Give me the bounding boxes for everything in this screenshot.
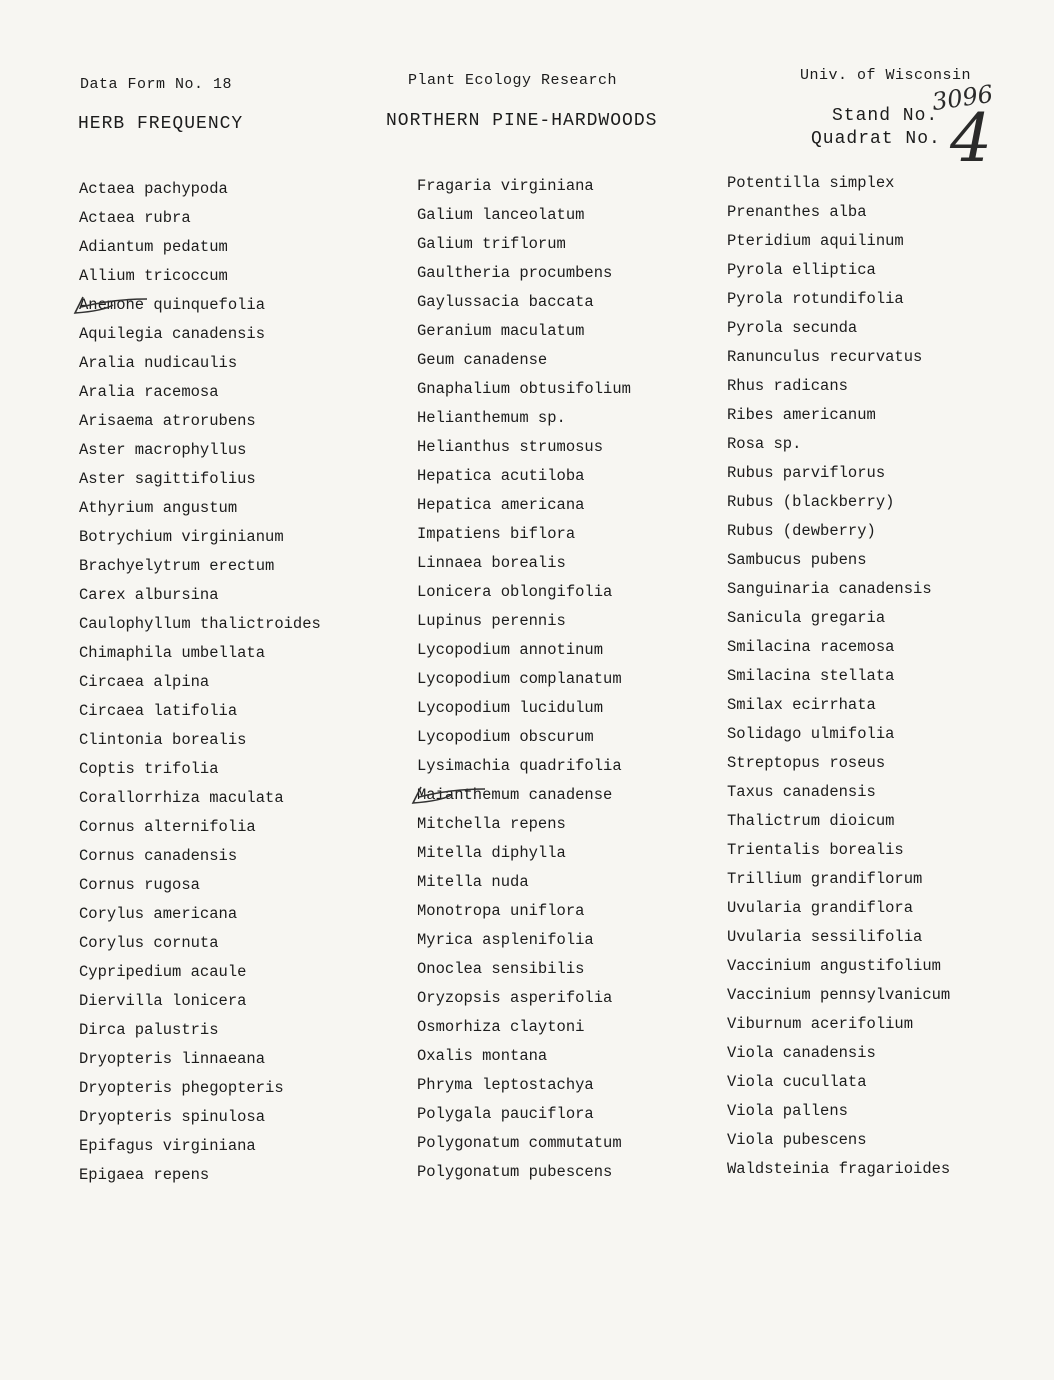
species-name: Impatiens biflora	[417, 525, 576, 543]
species-item	[727, 633, 950, 662]
species-name: Lysimachia quadrifolia	[417, 757, 622, 775]
species-item	[727, 604, 950, 633]
species-name: Anemone quinquefolia	[79, 296, 266, 314]
species-item	[727, 1126, 950, 1155]
species-item	[727, 1039, 950, 1068]
species-name: Cornus rugosa	[79, 876, 200, 894]
species-name: Phryma leptostachya	[417, 1076, 594, 1094]
species-item	[417, 491, 631, 520]
species-name: Epigaea repens	[79, 1166, 210, 1184]
species-name: Viola cucullata	[727, 1073, 867, 1091]
species-item	[727, 546, 950, 575]
species-item	[79, 726, 321, 755]
species-item	[727, 1097, 950, 1126]
species-name: Brachyelytrum erectum	[79, 557, 275, 575]
species-name: Helianthemum sp.	[417, 409, 566, 427]
species-name: Polygala pauciflora	[417, 1105, 594, 1123]
species-name: Rubus (blackberry)	[727, 493, 895, 511]
species-name: Trientalis borealis	[727, 841, 904, 859]
species-item	[79, 523, 321, 552]
species-name: Rubus parviflorus	[727, 464, 886, 482]
species-name: Rhus radicans	[727, 377, 848, 395]
species-name: Prenanthes alba	[727, 203, 867, 221]
species-item	[417, 462, 631, 491]
species-item	[727, 227, 950, 256]
species-name: Adiantum pedatum	[79, 238, 228, 256]
species-item	[417, 230, 631, 259]
species-item	[727, 778, 950, 807]
species-item	[727, 372, 950, 401]
species-name: Aster macrophyllus	[79, 441, 247, 459]
species-name: Thalictrum dioicum	[727, 812, 895, 830]
species-item	[79, 465, 321, 494]
species-name: Viola canadensis	[727, 1044, 876, 1062]
species-item	[727, 1155, 950, 1184]
species-name: Viola pubescens	[727, 1131, 867, 1149]
species-item	[417, 955, 631, 984]
species-item	[417, 1129, 631, 1158]
species-item	[79, 639, 321, 668]
species-name: Geranium maculatum	[417, 322, 585, 340]
species-name: Oxalis montana	[417, 1047, 548, 1065]
species-column-3	[727, 169, 950, 1184]
species-item	[79, 233, 321, 262]
species-item	[417, 259, 631, 288]
species-item	[79, 1103, 321, 1132]
species-name: Aster sagittifolius	[79, 470, 256, 488]
species-name: Galium lanceolatum	[417, 206, 585, 224]
species-name: Sambucus pubens	[727, 551, 867, 569]
species-name: Lonicera oblongifolia	[417, 583, 613, 601]
species-item	[79, 175, 321, 204]
species-item	[727, 517, 950, 546]
species-item	[79, 697, 321, 726]
species-item	[79, 262, 321, 291]
species-name: Hepatica americana	[417, 496, 585, 514]
species-item	[417, 781, 631, 810]
species-item	[79, 349, 321, 378]
species-item	[79, 987, 321, 1016]
species-item	[727, 1068, 950, 1097]
species-item	[417, 1100, 631, 1129]
species-name: Clintonia borealis	[79, 731, 247, 749]
species-name: Gnaphalium obtusifolium	[417, 380, 631, 398]
species-item	[727, 430, 950, 459]
species-item	[79, 929, 321, 958]
species-item	[727, 575, 950, 604]
species-name: Actaea rubra	[79, 209, 191, 227]
species-name: Monotropa uniflora	[417, 902, 585, 920]
species-item	[417, 665, 631, 694]
species-item	[79, 900, 321, 929]
species-item	[417, 433, 631, 462]
species-name: Pyrola rotundifolia	[727, 290, 904, 308]
species-item	[79, 871, 321, 900]
stand-label: Stand No.	[832, 106, 939, 126]
species-item	[727, 488, 950, 517]
species-item	[417, 607, 631, 636]
species-name: Mitella nuda	[417, 873, 529, 891]
species-name: Myrica asplenifolia	[417, 931, 594, 949]
species-item	[727, 894, 950, 923]
species-name: Trillium grandiflorum	[727, 870, 923, 888]
species-name: Fragaria virginiana	[417, 177, 594, 195]
species-item	[79, 958, 321, 987]
species-name: Rubus (dewberry)	[727, 522, 876, 540]
species-name: Ranunculus recurvatus	[727, 348, 923, 366]
species-name: Linnaea borealis	[417, 554, 566, 572]
species-item	[417, 520, 631, 549]
species-item	[727, 952, 950, 981]
species-item	[417, 172, 631, 201]
species-name: Ribes americanum	[727, 406, 876, 424]
species-name: Vaccinium pennsylvanicum	[727, 986, 951, 1004]
species-column-1	[79, 175, 321, 1190]
species-item	[417, 375, 631, 404]
species-name: Solidago ulmifolia	[727, 725, 895, 743]
species-item	[79, 784, 321, 813]
species-item	[417, 549, 631, 578]
species-item	[79, 1045, 321, 1074]
species-name: Vaccinium angustifolium	[727, 957, 941, 975]
species-name: Chimaphila umbellata	[79, 644, 266, 662]
species-item	[727, 749, 950, 778]
species-item	[79, 378, 321, 407]
species-item	[727, 981, 950, 1010]
species-name: Aralia nudicaulis	[79, 354, 238, 372]
species-item	[417, 984, 631, 1013]
species-name: Sanguinaria canadensis	[727, 580, 932, 598]
species-item	[417, 723, 631, 752]
species-name: Dryopteris linnaeana	[79, 1050, 266, 1068]
species-name: Dirca palustris	[79, 1021, 219, 1039]
species-item	[417, 404, 631, 433]
species-name: Viburnum acerifolium	[727, 1015, 914, 1033]
species-item	[79, 1161, 321, 1190]
species-name: Waldsteinia fragarioides	[727, 1160, 951, 1178]
species-name: Botrychium virginianum	[79, 528, 284, 546]
species-item	[79, 291, 321, 320]
species-name: Rosa sp.	[727, 435, 802, 453]
species-name: Polygonatum commutatum	[417, 1134, 622, 1152]
species-item	[727, 836, 950, 865]
species-name: Geum canadense	[417, 351, 548, 369]
species-name: Smilacina racemosa	[727, 638, 895, 656]
species-name: Lupinus perennis	[417, 612, 566, 630]
species-name: Actaea pachypoda	[79, 180, 228, 198]
species-item	[417, 201, 631, 230]
species-item	[417, 1042, 631, 1071]
species-name: Aquilegia canadensis	[79, 325, 266, 343]
species-item	[417, 897, 631, 926]
species-name: Corylus americana	[79, 905, 238, 923]
species-item	[79, 581, 321, 610]
species-item	[727, 314, 950, 343]
quadrat-label: Quadrat No.	[811, 129, 941, 149]
species-name: Taxus canadensis	[727, 783, 876, 801]
form-number: Data Form No. 18	[80, 76, 233, 93]
species-item	[79, 755, 321, 784]
species-item	[727, 198, 950, 227]
species-column-2	[417, 172, 631, 1187]
species-item	[417, 578, 631, 607]
species-item	[727, 807, 950, 836]
species-name: Pyrola secunda	[727, 319, 858, 337]
species-item	[417, 694, 631, 723]
species-item	[79, 320, 321, 349]
species-item	[727, 459, 950, 488]
community-title: NORTHERN PINE-HARDWOODS	[386, 111, 658, 131]
species-name: Mitella diphylla	[417, 844, 566, 862]
species-name: Dryopteris spinulosa	[79, 1108, 266, 1126]
species-name: Smilax ecirrhata	[727, 696, 876, 714]
species-item	[417, 1158, 631, 1187]
species-name: Carex albursina	[79, 586, 219, 604]
species-item	[417, 346, 631, 375]
species-item	[727, 662, 950, 691]
species-item	[79, 1132, 321, 1161]
species-name: Viola pallens	[727, 1102, 848, 1120]
species-item	[727, 1010, 950, 1039]
species-name: Onoclea sensibilis	[417, 960, 585, 978]
species-name: Cypripedium acaule	[79, 963, 247, 981]
quadrat-number-handwritten: 4	[950, 100, 992, 177]
species-name: Gaultheria procumbens	[417, 264, 613, 282]
species-name: Allium tricoccum	[79, 267, 228, 285]
species-item	[417, 839, 631, 868]
species-name: Streptopus roseus	[727, 754, 886, 772]
species-item	[727, 256, 950, 285]
species-name: Smilacina stellata	[727, 667, 895, 685]
species-name: Galium triflorum	[417, 235, 566, 253]
species-name: Diervilla lonicera	[79, 992, 247, 1010]
species-item	[79, 1016, 321, 1045]
stand-number-handwritten: 3096	[930, 79, 995, 117]
species-name: Cornus alternifolia	[79, 818, 256, 836]
species-name: Maianthemum canadense	[417, 786, 613, 804]
species-item	[79, 204, 321, 233]
form-title: HERB FREQUENCY	[78, 114, 244, 134]
species-item	[727, 720, 950, 749]
species-item	[417, 810, 631, 839]
species-name: Lycopodium obscurum	[417, 728, 594, 746]
species-name: Epifagus virginiana	[79, 1137, 256, 1155]
species-name: Corallorrhiza maculata	[79, 789, 284, 807]
species-item	[417, 926, 631, 955]
species-name: Lycopodium annotinum	[417, 641, 604, 659]
species-name: Hepatica acutiloba	[417, 467, 585, 485]
species-name: Pyrola elliptica	[727, 261, 876, 279]
species-item	[79, 494, 321, 523]
species-item	[79, 668, 321, 697]
species-item	[727, 169, 950, 198]
species-name: Mitchella repens	[417, 815, 566, 833]
species-name: Cornus canadensis	[79, 847, 238, 865]
species-item	[727, 865, 950, 894]
research-heading: Plant Ecology Research	[408, 72, 618, 89]
species-name: Sanicula gregaria	[727, 609, 886, 627]
species-item	[727, 691, 950, 720]
species-name: Pteridium aquilinum	[727, 232, 904, 250]
species-item	[79, 407, 321, 436]
species-name: Caulophyllum thalictroides	[79, 615, 321, 633]
species-name: Arisaema atrorubens	[79, 412, 256, 430]
species-name: Gaylussacia baccata	[417, 293, 594, 311]
species-name: Coptis trifolia	[79, 760, 219, 778]
species-name: Polygonatum pubescens	[417, 1163, 613, 1181]
species-item	[417, 1071, 631, 1100]
species-item	[417, 868, 631, 897]
species-item	[79, 610, 321, 639]
species-name: Potentilla simplex	[727, 174, 895, 192]
species-name: Corylus cornuta	[79, 934, 219, 952]
species-name: Athyrium angustum	[79, 499, 238, 517]
species-name: Osmorhiza claytoni	[417, 1018, 585, 1036]
species-name: Circaea latifolia	[79, 702, 238, 720]
species-item	[417, 1013, 631, 1042]
species-name: Helianthus strumosus	[417, 438, 604, 456]
species-item	[417, 636, 631, 665]
species-item	[417, 288, 631, 317]
species-name: Lycopodium lucidulum	[417, 699, 604, 717]
species-name: Oryzopsis asperifolia	[417, 989, 613, 1007]
species-item	[417, 752, 631, 781]
species-item	[79, 1074, 321, 1103]
species-name: Dryopteris phegopteris	[79, 1079, 284, 1097]
species-item	[79, 436, 321, 465]
species-item	[727, 401, 950, 430]
species-name: Aralia racemosa	[79, 383, 219, 401]
species-item	[727, 285, 950, 314]
species-name: Lycopodium complanatum	[417, 670, 622, 688]
species-name: Uvularia grandiflora	[727, 899, 914, 917]
species-item	[79, 813, 321, 842]
species-item	[417, 317, 631, 346]
species-item	[727, 343, 950, 372]
species-item	[79, 552, 321, 581]
species-name: Uvularia sessilifolia	[727, 928, 923, 946]
species-name: Circaea alpina	[79, 673, 210, 691]
species-item	[727, 923, 950, 952]
species-item	[79, 842, 321, 871]
university-heading: Univ. of Wisconsin	[800, 67, 972, 84]
